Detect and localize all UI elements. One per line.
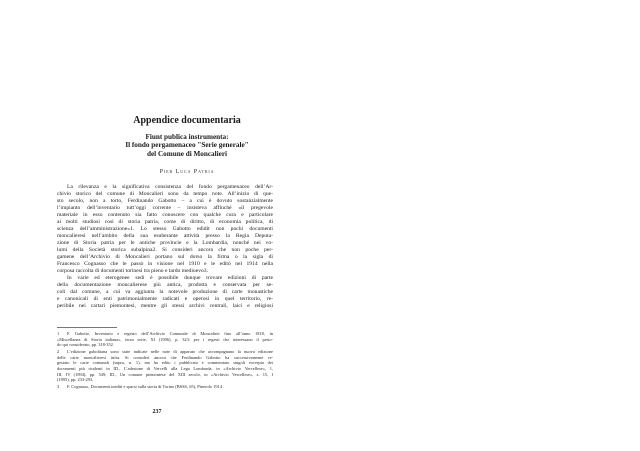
body-line: scienza dell’amministrazione»1. Lo stesso Gabotto edidit non pochi documenti — [57, 226, 273, 232]
body-line: In varie ed eterogenee sedi è possibile dunque trovare edizioni di parte — [67, 275, 273, 281]
body-text — [57, 184, 273, 310]
footnote-number: 3 — [57, 384, 60, 390]
subtitle-line: Fiunt publica instrumenta: — [145, 133, 229, 141]
body-line: ai molti studiosi così di storia patria, come di diritto, di economia politica, di — [57, 219, 273, 225]
footnote-line: «Miscellanea di Storia italiana», terza serie, XI (1906), p. 323; per i regesti che interessano il perio- — [57, 336, 273, 342]
author-name — [82, 168, 292, 175]
footnote-text: L’edizione gaboltiana sono state indicate nelle note di apparato che accompagnano la nuova edizione — [67, 349, 273, 355]
footnote-divider — [57, 327, 117, 328]
body-line: gamene dell’Archivio di Moncalieri portano sul dorso la firma o la sigla di — [57, 254, 273, 260]
footnotes — [57, 327, 273, 390]
subtitle — [82, 133, 292, 158]
footnote-number: 2 — [57, 349, 60, 355]
body-line: lumi della Società storica subalpina2. Si consideri ancora che non poche per- — [57, 247, 273, 253]
subtitle-line: del Comune di Moncalieri — [146, 149, 228, 158]
author-text: Pier Luca Patria — [159, 168, 215, 176]
body-line: peribile nei cartari piemontesi, mentre gli stessi archivi centrali, laici e religiosi — [57, 303, 273, 309]
footnote — [57, 331, 273, 348]
body-line: materiale in esso contenuto sia fatto conoscere con qualche cura e particolare — [57, 212, 273, 218]
footnote-text: F. Cognasso, Documenti inediti e sparsi sulla storia di Torino (BSSS, 65), Pinerolo 1914. — [67, 384, 224, 390]
body-line: Francesco Cognasso che le passò in visione nel 1910 e le editò nel 1914 nella — [57, 261, 273, 267]
document-header — [82, 114, 292, 175]
body-line: moncalieresi nell’ambito della sua esuberante attività presso la Regia Deputa- — [57, 233, 273, 239]
body-line: coli dal comune, a cui va aggiunta la notevole produzione di carte monastiche — [57, 289, 273, 295]
footnote-line — [57, 349, 273, 355]
footnote-line: III, IV (1894), pp. 549; ID., Un comune piemontese del XIII secolo, in «Archivio Vercellese», s. 15, I — [57, 371, 273, 377]
footnote-line: documenti più risalenti in ID., L’adesione di Vercelli alla Lega Lombarda, in «Archivio Vercellese», 1, — [57, 366, 273, 372]
footnote-line: (1895), pp. 233-293. — [57, 377, 94, 383]
footnote-text: F. Gabotto, Inventario e regesto dell’Archivio Comunale di Moncalieri fino all’anno 1818, in — [67, 331, 273, 336]
footnote-line: gestato le carte comunali (supra, n. 1), ma ha edito i pubblicato e commentato singoli excerpta dei — [57, 360, 273, 366]
subtitle-line: Il fondo pergamenaceo "Serie generale" — [125, 141, 249, 150]
body-line: La rilevanza e la significativa consistenza del fondo pergamenaceo dell’Ar- — [67, 184, 273, 190]
body-line: sto secolo, non a torto, Ferdinando Gabotto – a cui è dovuto sostanzialmente — [57, 198, 273, 204]
page-number: 237 — [152, 409, 162, 415]
section-title: Appendice documentaria — [133, 115, 241, 126]
footnote — [57, 384, 273, 390]
body-line: chivio storico del comune di Moncalieri sono da tempo note. All’inizio di que- — [57, 191, 273, 197]
body-line: e canonicali di enti patrimonialmente radicati e operosi in quel territorio, re- — [57, 296, 273, 302]
footnote-line: do qui considerato, pp. 318-352. — [57, 342, 114, 348]
body-line: corposa raccolta di documenti torinesi tra pieno e tardo medioevo3. — [57, 268, 208, 274]
footnote-line — [57, 331, 273, 337]
body-line: della documentazione moncalierese più antica, prodotta e conservata per se- — [57, 282, 273, 288]
body-line: l’impianto dell’inventario tutt’oggi corrente – insisteva affinché «il pregevole — [57, 205, 273, 211]
body-line: zione di Storia patria per le antiche provincie e la Lombardia, nonché nei vo- — [57, 240, 273, 246]
footnote-line: delle carte moncalieresi infra. Si consideri ancora che Ferdinando Gabotto ha successivamente re- — [57, 354, 273, 360]
footnote — [57, 349, 273, 383]
footnote-number: 1 — [57, 331, 60, 336]
footnote-line — [57, 384, 273, 390]
